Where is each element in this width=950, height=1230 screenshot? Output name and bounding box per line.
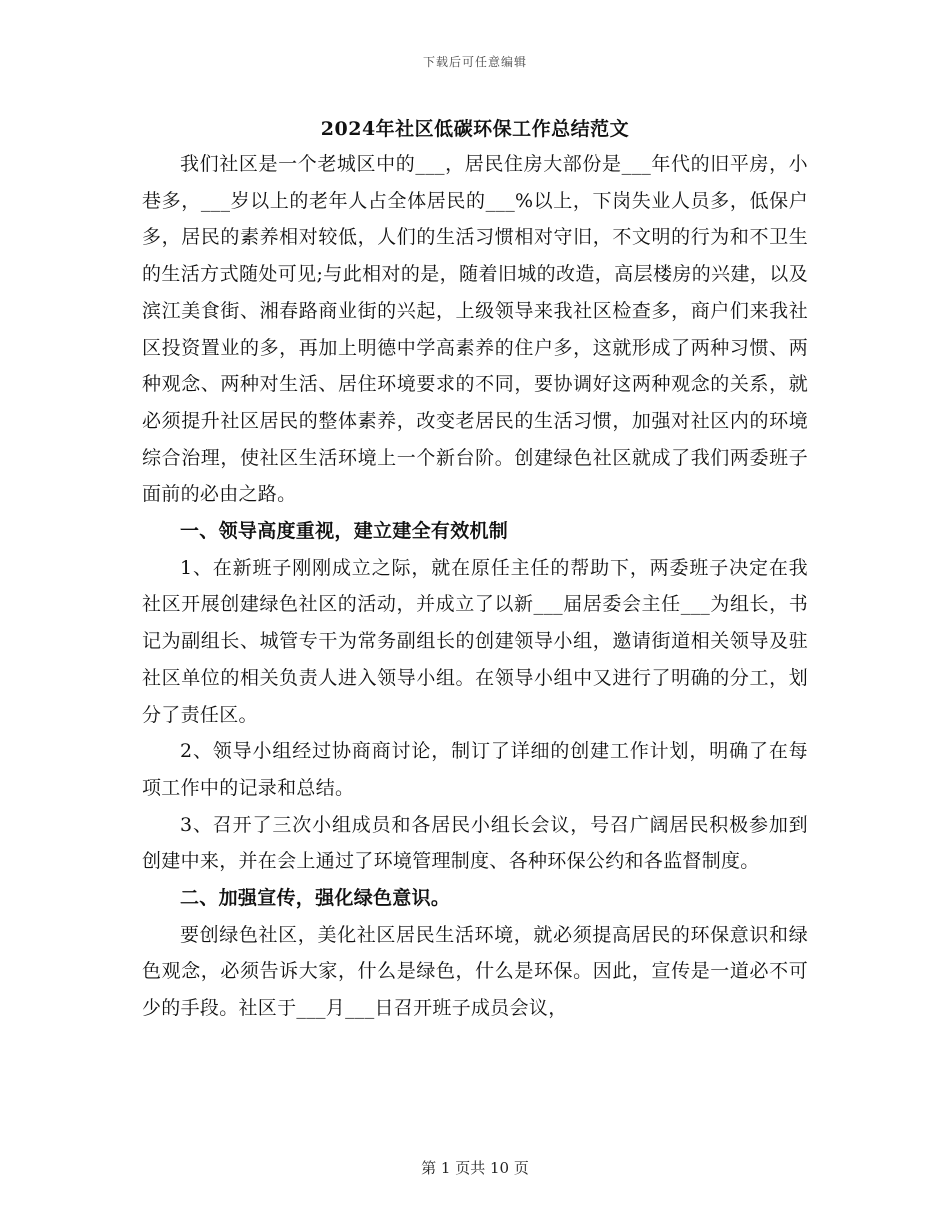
page-footer: 第 1 页共 10 页	[421, 1159, 529, 1177]
paragraph-item-3: 3、召开了三次小组成员和各居民小组长会议，号召广阔居民积极参加到创建中来，并在会上通过了环境管理制度、各种环保公约和各监督制度。	[142, 813, 808, 873]
section-heading-1: 一、领导高度重视，建立建全有效机制	[180, 520, 509, 543]
paragraph-item-2: 2、领导小组经过协商商讨论，制订了详细的创建工作计划，明确了在每项工作中的记录和总结。	[142, 740, 808, 799]
paragraph-item-1: 1、在新班子刚刚成立之际，就在原任主任的帮助下，两委班子决定在我社区开展创建绿色社区的活动，并成立了以新___届居委会主任___为组长，书记为副组长、城管专干为常务副组长的创建领导小组，邀请街道相关领导及驻社区单位的相关负责人进入领导小组。在领导小组中又进行了明确的分工，划分了责任区。	[142, 556, 808, 726]
header-note: 下载后可任意编辑	[422, 55, 527, 69]
document-body	[142, 112, 808, 1027]
section-heading-2: 二、加强宣传，强化绿色意识。	[180, 887, 451, 910]
paragraph-intro: 我们社区是一个老城区中的___，居民住房大部份是___年代的旧平房，小巷多，___岁以上的老年人占全体居民的___%以上，下岗失业人员多，低保户多，居民的素养相对较低，人们的生活习惯相对守旧，不文明的行为和不卫生的生活方式随处可见;与此相对的是，随着旧城的改造，高层楼房的兴建，以及滨江美食街、湘春路商业街的兴起，上级领导来我社区检查多，商户们来我社区投资置业的多，再加上明德中学高素养的住户多，这就形成了两种习惯、两种观念、两种对生活、居住环境要求的不同，要协调好这两种观念的关系，就必须提升社区居民的整体素养，改变老居民的生活习惯，加强对社区内的环境综合治理，使社区生活环境上一个新台阶。创建绿色社区就成了我们两委班子面前的必由之路。	[142, 153, 808, 506]
paragraph-publicity: 要创绿色社区，美化社区居民生活环境，就必须提高居民的环保意识和绿色观念，必须告诉大家，什么是绿色，什么是环保。因此，宣传是一道必不可少的手段。社区于___月___日召开班子成员会议，	[142, 923, 808, 1020]
document-title: 2024年社区低碳环保工作总结范文	[320, 118, 630, 140]
